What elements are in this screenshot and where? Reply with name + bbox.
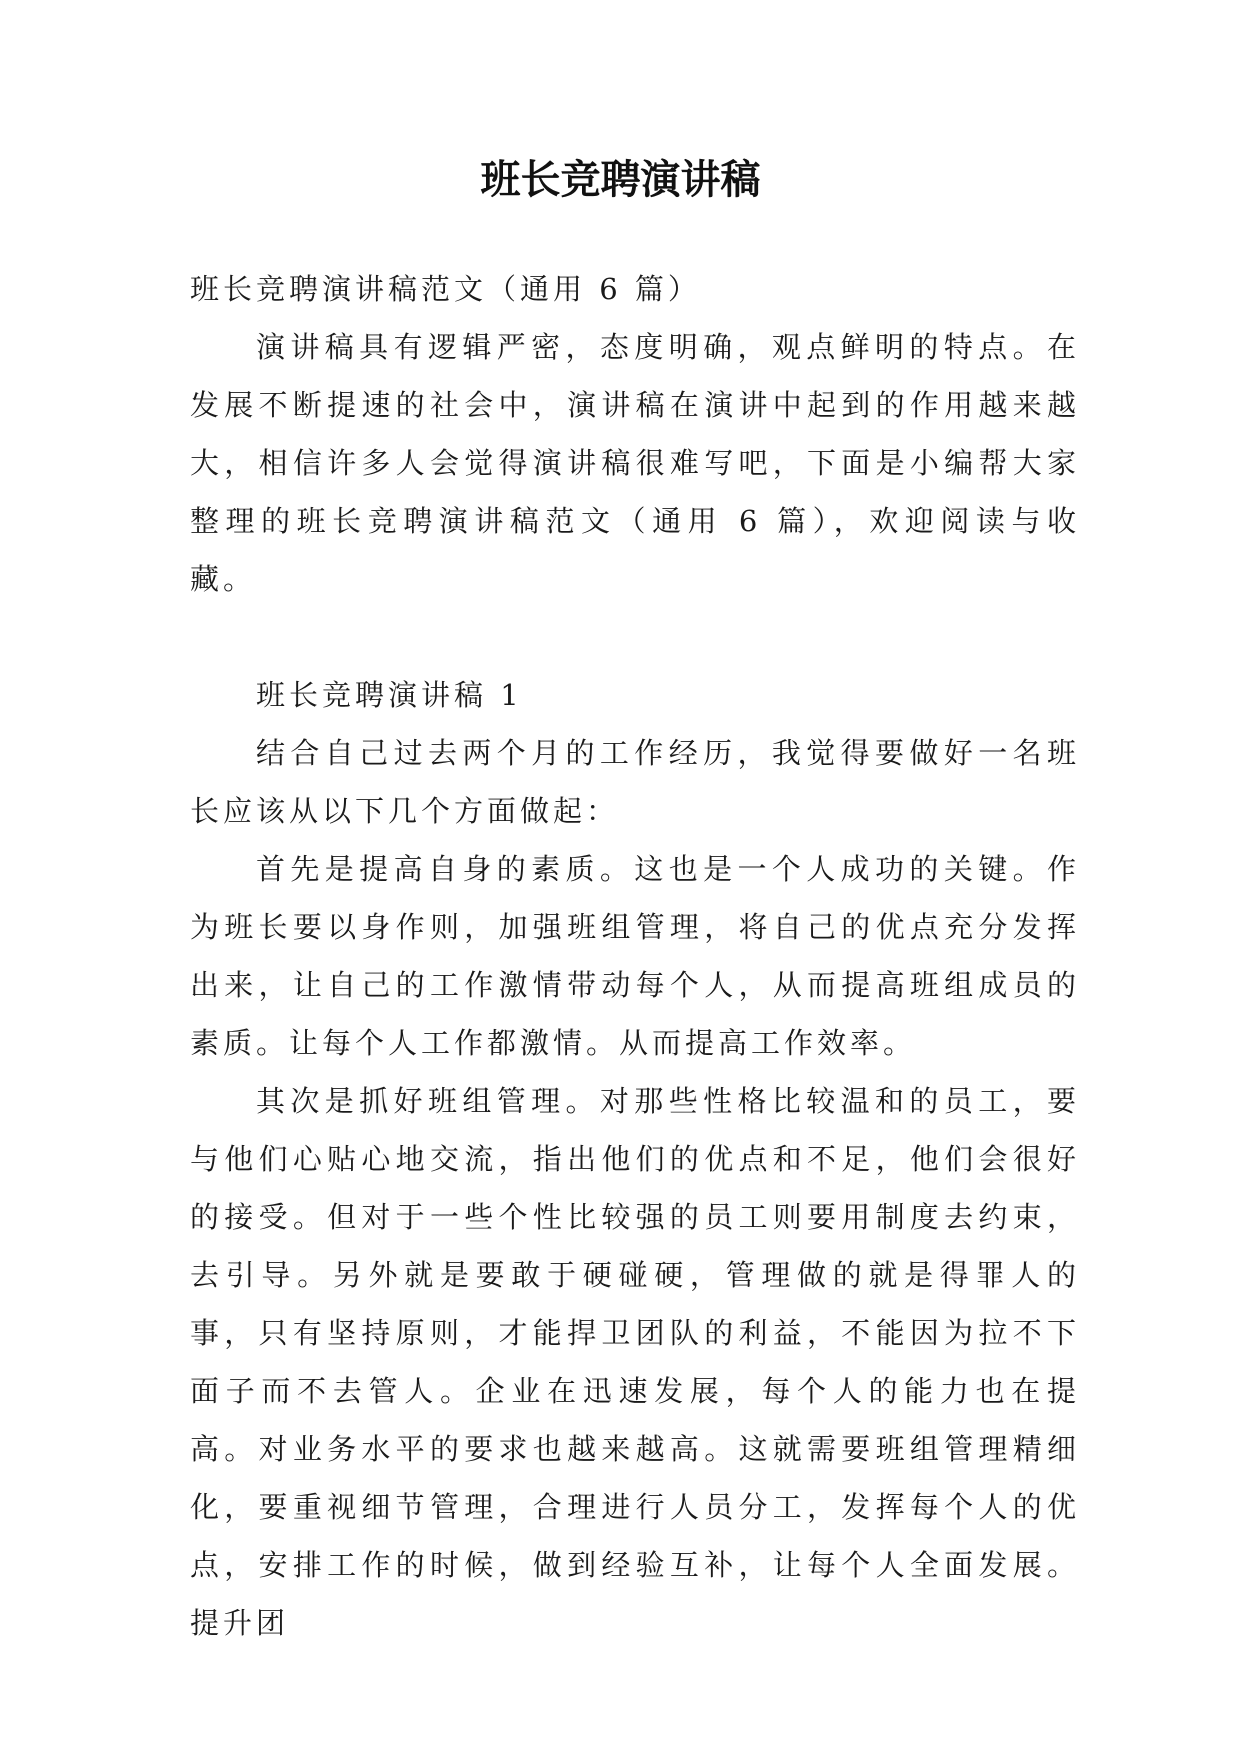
body-paragraph: 首先是提高自身的素质。这也是一个人成功的关键。作为班长要以身作则，加强班组管理，将自己的优点充分发挥出来，让自己的工作激情带动每个人，从而提高班组成员的素质。让每个人工作都激情。从而提高工作效率。 [190,852,1080,1060]
document-subtitle: 班长竞聘演讲稿范文（通用 6 篇） [190,272,701,306]
body-paragraph: 结合自己过去两个月的工作经历，我觉得要做好一名班长应该从以下几个方面做起： [190,736,1080,828]
body-paragraph: 其次是抓好班组管理。对那些性格比较温和的员工，要与他们心贴心地交流，指出他们的优点和不足，他们会很好的接受。但对于一些个性比较强的员工则要用制度去约束，去引导。另外就是要敢于硬碰硬，管理做的就是得罪人的事，只有坚持原则，才能捍卫团队的利益，不能因为拉不下面子而不去管人。企业在迅速发展，每个人的能力也在提高。对业务水平的要求也越来越高。这就需要班组管理精细化，要重视细节管理，合理进行人员分工，发挥每个人的优点，安排工作的时候，做到经验互补，让每个人全面发展。提升团 [190,1084,1080,1640]
intro-paragraph: 演讲稿具有逻辑严密，态度明确，观点鲜明的特点。在发展不断提速的社会中，演讲稿在演讲中起到的作用越来越大，相信许多人会觉得演讲稿很难写吧，下面是小编帮大家整理的班长竞聘演讲稿范文（通用 6 篇），欢迎阅读与收藏。 [190,330,1080,596]
section-heading: 班长竞聘演讲稿 1 [256,678,523,712]
paragraph-gap [190,608,1080,666]
document-body [190,260,1080,1652]
document-title: 班长竞聘演讲稿 [480,156,761,203]
